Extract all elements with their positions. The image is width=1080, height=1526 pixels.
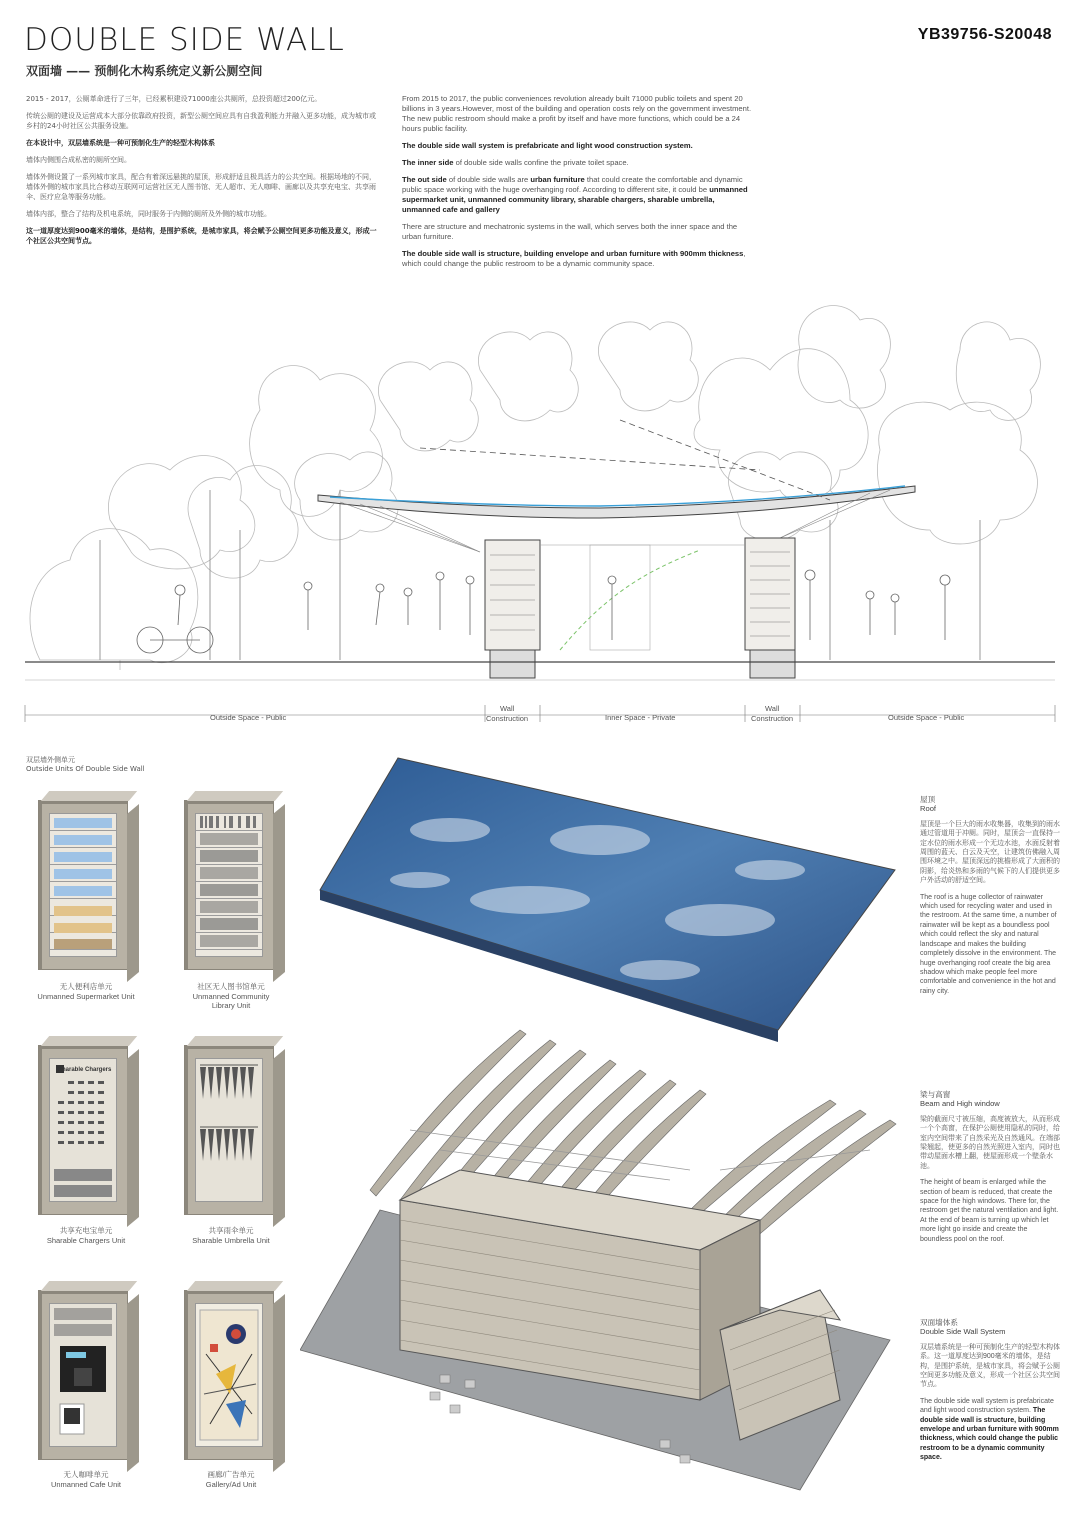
label-outside-right: Outside Space - Public: [888, 713, 965, 722]
wall-system-text-en: The double side wall system is prefabricate and light wood construction system. The double side wall is structure, building envelope and urban furniture with 900mm thickness, which could change the public restroom to be a dynamic community space.: [920, 1397, 1059, 1462]
roof-section: [318, 486, 915, 518]
supermarket-shelves-icon: [50, 814, 116, 956]
project-code: YB39756-S20048: [917, 26, 1052, 43]
exploded-axonometric: [300, 750, 910, 1510]
intro-cn-p6: 墙体内部，整合了结构及机电系统，同时服务于内侧的厕所及外侧的城市功能。: [26, 210, 271, 218]
beam-text-en: The height of beam is enlarged while the section of beam is reduced, that create the space for the high windows. There for, the restroom get the natural ventilation and light. At the end of beam is turning up which let more light go inside and create the boundless pool on the roof.: [920, 1179, 1059, 1243]
chargers-unit-label: 共享充电宝单元 Sharable Chargers Unit: [46, 1226, 126, 1245]
library-unit-label: 社区无人图书馆单元 Unmanned Community Library Unit: [192, 982, 270, 1010]
chargers-sign: Sharable Chargers: [58, 1067, 112, 1073]
cafe-unit: [38, 1290, 128, 1460]
intro-cn-p2: 传统公厕的建设及运营成本大部分依靠政府投资，新型公厕空间应具有自我盈利能力并融入更多功能，成为城市或乡村的24小时社区公共服务设施。: [26, 112, 376, 130]
roof-title: 屋顶 Roof: [920, 795, 937, 814]
intro-en-p2: The double side wall system is prefabricate and light wood construction system.: [402, 141, 693, 150]
section-labels: [0, 700, 1080, 730]
section-drawing: [0, 290, 1080, 730]
intro-cn-p3: 在本设计中，双层墙系统是一种可预制化生产的轻型木构体系: [26, 139, 215, 147]
roof-text-cn: 屋顶是一个巨大的雨水收集器，收集到的雨水通过管道用于冲厕。同时，屋顶会一直保持一定水位的雨水形成一个无边水池，水面反射着周围的蓝天、白云及天空，让建筑仿佛融入周围环境之中。屋顶深远的挑檐形成了大面积的阴影，给炎热和多雨的气候下的人们提供更多户外活动的舒适空间。: [920, 820, 1060, 885]
label-wall-right-2: Construction: [751, 714, 794, 723]
beam-description: [920, 1090, 1060, 1251]
beam-text-cn: 梁的截面尺寸被压缩，高度被放大，从而形成一个个高窗，在保护公厕使用隐私的同时，给室内空间带来了自然采光及自然通风。在端部梁翘起，使更多的自然光照进入室内，同时也带动屋面水槽上翻，使屋面形成一个壁条水池。: [920, 1115, 1060, 1170]
cafe-unit-label: 无人咖啡单元 Unmanned Cafe Unit: [50, 1470, 122, 1489]
intro-cn-p4: 墙体内侧围合成私密的厕所空间。: [26, 156, 131, 164]
label-inner-space: Inner Space - Private: [605, 713, 676, 722]
units-heading: [26, 756, 145, 774]
intro-chinese: [26, 94, 382, 253]
units-heading-en: Outside Units Of Double Side Wall: [26, 765, 145, 773]
intro-en-p5: There are structure and mechatronic systems in the wall, which serves both the inner space and the urban furniture.: [402, 222, 738, 241]
units-heading-cn: 双层墙外侧单元: [26, 756, 75, 764]
wall-system-text-cn: 双层墙系统是一种可预制化生产的轻型木构体系。这一道厚度达到900毫米的墙体，是结构，是围护系统，是城市家具，将会赋予公厕空间更多功能及意义，形成一个社区公共空间节点。: [920, 1343, 1060, 1389]
airflow-arrow: [560, 550, 700, 650]
umbrella-unit: [184, 1045, 274, 1215]
intro-en-p4: The out side of double side walls are urban furniture that could create the comfortable and dynamic public space working with the huge overhanging roof. According to different site, it could be unmanned supermarket unit, unmanned community library, sharable chargers, sharable umbrella, unmanned cafe and gallery: [402, 175, 748, 214]
intro-en-p6: The double side wall is structure, building envelope and urban furniture with 900mm thickness, which could change the public restroom to be a dynamic community space.: [402, 249, 746, 268]
left-foundation: [490, 650, 535, 678]
intro-en-p3: The inner side of double side walls confine the private toilet space.: [402, 158, 629, 167]
label-wall-left-2: Construction: [486, 714, 529, 723]
roof-text-en: The roof is a huge collector of rainwater which used for recycling water and used in the restroom. At the same time, a number of rainwater will be kept as a boundless pool which could reflect the sky and natural landscape and makes the building completely dissolve in the environment. The huge overhanging roof create the big area shadow which make people feel more comfortable and convenience in the hot and rainy city.: [920, 893, 1057, 995]
wall-system-title: 双面墙体系 Double Side Wall System: [920, 1318, 1006, 1337]
chargers-unit: [38, 1045, 128, 1215]
page-subtitle: 双面墙 —— 预制化木构系统定义新公厕空间: [26, 64, 263, 78]
supermarket-unit-label: 无人便利店单元 Unmanned Supermarket Unit: [37, 982, 135, 1001]
people-figures: [137, 570, 950, 653]
left-wall-unit: [485, 540, 540, 650]
umbrella-rack-icon: [196, 1059, 262, 1201]
gallery-artwork-icon: [196, 1304, 262, 1446]
library-unit: [184, 800, 274, 970]
intro-cn-p1: 2015 - 2017，公厕革命进行了三年，已经累积建设71000座公共厕所，总投资超过200亿元。: [26, 95, 322, 103]
label-wall-right-1: Wall: [765, 704, 780, 713]
wall-system-description: [920, 1318, 1060, 1470]
intro-cn-p5: 墙体外侧设置了一系列城市家具，配合有着深远悬挑的屋顶，形成舒适且极具活力的公共空间。根据场地的不同，墙体外侧的城市家具比合移动互联网可运营社区无人图书馆、无人超市、无人咖啡、画廊以及共享充电宝、共享雨伞、医疗应急等服务功能。: [26, 173, 376, 201]
intro-english: [402, 94, 752, 276]
label-outside-left: Outside Space - Public: [210, 713, 287, 722]
charger-grid-icon: [50, 1059, 116, 1201]
sun-ray-1: [420, 448, 760, 470]
roof-pool-slab: [320, 758, 895, 1030]
inner-partition: [590, 545, 650, 650]
coffee-machine-icon: [50, 1304, 116, 1446]
intro-cn-p7: 这一道厚度达到900毫米的墙体，是结构，是围护系统，是城市家具，将会赋予公厕空间更多功能及意义，形成一个社区公共空间节点。: [26, 227, 377, 245]
beam-title: 梁与高窗 Beam and High window: [920, 1090, 1000, 1109]
intro-en-p1: From 2015 to 2017, the public conveniences revolution already built 71000 public toilets and spent 20 billions in 3 years.However, most of the building and operation costs rely on the government investment. The new public restroom should make a profit by itself and have more functions, which could be a 24 hours public facility.: [402, 94, 752, 133]
umbrella-unit-label: 共享雨伞单元 Sharable Umbrella Unit: [192, 1226, 270, 1245]
supermarket-unit: [38, 800, 128, 970]
page-title: DOUBLE SIDE WALL: [24, 22, 345, 58]
roof-description: [920, 795, 1060, 1003]
gallery-unit-label: 画廊/广告单元 Gallery/Ad Unit: [205, 1470, 257, 1489]
gallery-unit: [184, 1290, 274, 1460]
sun-ray-2: [620, 420, 830, 500]
label-wall-left-1: Wall: [500, 704, 515, 713]
bookshelf-icon: [196, 814, 262, 956]
right-foundation: [750, 650, 795, 678]
